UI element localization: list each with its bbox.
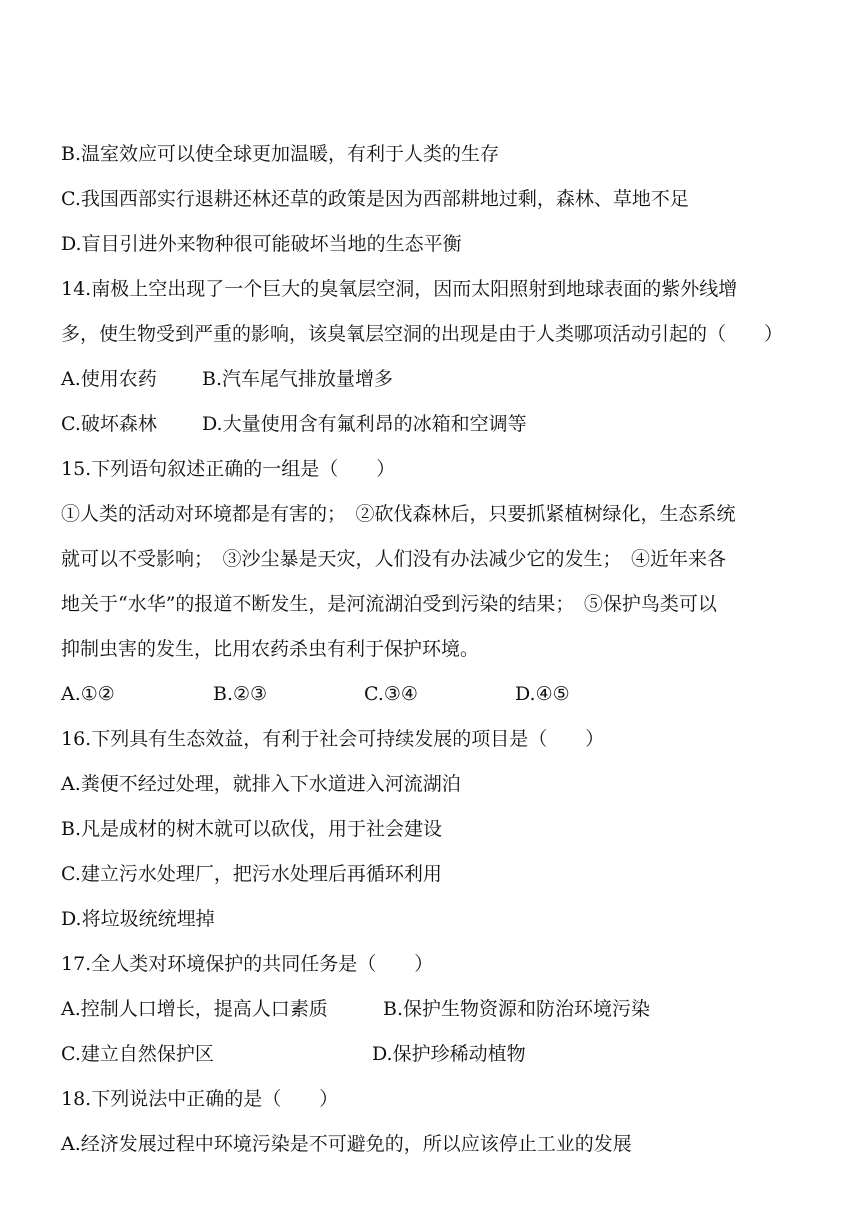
q16-option-b: B.凡是成材的树木就可以砍伐，用于社会建设 (61, 818, 443, 840)
q14-option-a: A.使用农药 (61, 368, 157, 390)
q15-option-d: D.④⑤ (515, 683, 570, 705)
q17-option-a: A.控制人口增长，提高人口素质 (61, 998, 328, 1020)
q13-option-b: B.温室效应可以使全球更加温暖，有利于人类的生存 (61, 143, 500, 165)
q13-option-c: C.我国西部实行退耕还林还草的政策是因为西部耕地过剩，森林、草地不足 (61, 188, 689, 210)
q14-stem-line-2: 多，使生物受到严重的影响，该臭氧层空洞的出现是由于人类哪项活动引起的（ ） (61, 323, 784, 345)
q15-option-c: C.③④ (364, 683, 418, 705)
q16-option-a: A.粪便不经过处理，就排入下水道进入河流湖泊 (61, 773, 461, 795)
q15-statement-line-1: ①人类的活动对环境都是有害的； ②砍伐森林后，只要抓紧植树绿化，生态系统 (61, 503, 736, 525)
q17-stem: 17.全人类对环境保护的共同任务是（ ） (61, 953, 434, 975)
q17-option-c: C.建立自然保护区 (61, 1043, 214, 1065)
q14-option-b: B.汽车尾气排放量增多 (202, 368, 394, 390)
q13-option-d: D.盲目引进外来物种很可能破坏当地的生态平衡 (61, 233, 462, 255)
q17-option-b: B.保护生物资源和防治环境污染 (383, 998, 651, 1020)
q16-option-c: C.建立污水处理厂，把污水处理后再循环利用 (61, 863, 442, 885)
q18-option-a: A.经济发展过程中环境污染是不可避免的，所以应该停止工业的发展 (61, 1133, 632, 1155)
q15-statement-line-2: 就可以不受影响； ③沙尘暴是天灾，人们没有办法减少它的发生； ④近年来各 (61, 548, 727, 570)
q14-option-c: C.破坏森林 (61, 413, 157, 435)
q15-option-b: B.②③ (213, 683, 268, 705)
q15-statement-line-3: 地关于“水华”的报道不断发生，是河流湖泊受到污染的结果； ⑤保护鸟类可以 (61, 593, 717, 615)
q18-stem: 18.下列说法中正确的是（ ） (61, 1088, 339, 1110)
q15-option-a: A.①② (61, 683, 115, 705)
q14-option-d: D.大量使用含有氟利昂的冰箱和空调等 (202, 413, 527, 435)
q15-stem: 15.下列语句叙述正确的一组是（ ） (61, 458, 396, 480)
q15-statement-line-4: 抑制虫害的发生，比用农药杀虫有利于保护环境。 (61, 638, 480, 660)
q16-option-d: D.将垃圾统统埋掉 (61, 908, 215, 930)
q16-stem: 16.下列具有生态效益，有利于社会可持续发展的项目是（ ） (61, 728, 605, 750)
q17-option-d: D.保护珍稀动植物 (372, 1043, 526, 1065)
q14-stem-line-1: 14.南极上空出现了一个巨大的臭氧层空洞，因而太阳照射到地球表面的紫外线增 (61, 278, 738, 300)
